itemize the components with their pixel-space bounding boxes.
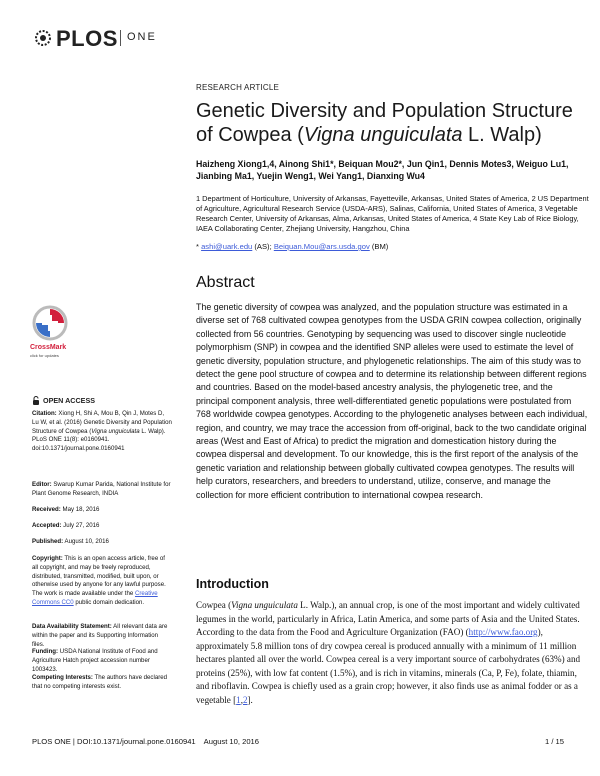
accepted-date: Accepted: July 27, 2016 <box>32 522 100 529</box>
page-footer: PLOS ONE | DOI:10.1371/journal.pone.0160941 August 10, 2016 <box>32 737 259 746</box>
citation-block: Citation: Xiong H, Shi A, Mou B, Qin J, Motes D, Lu W, et al. (2016) Genetic Diversity and Population Structure of Cowpea (Vigna unguiculata L. Walp). PLoS ONE 11(8): e0160941. doi:10.1371/journal.pone.0160941 <box>32 410 172 453</box>
data-availability-block: Data Availability Statement: All relevant data are within the paper and its Supporting Information files. <box>32 623 168 648</box>
fao-link[interactable]: http://www.fao.org <box>468 627 538 637</box>
editor-block: Editor: Swarup Kumar Parida, National Institute for Plant Genome Research, INDIA <box>32 481 171 497</box>
funding-block: Funding: USDA National Institute of Food and Agriculture Hatch project accession number 1003423. <box>32 648 158 673</box>
abstract-text: The genetic diversity of cowpea was analyzed, and the population structure was estimated in a diverse set of 768 cultivated cowpea genotypes from the USDA GRIN cowpea collection, originally collected from 56 countries. Genotyping by sequencing was used to discover single nucleotide polymorphism (SNP) in cowpea and the identified SNP alleles were used to estimate the level of genetic diversity, population structure, and phylogenetic relationships. The aim of this study was to detect the gene pool structure of cowpea and to determine its relationship between different regions and countries. Based on the model-based ancestry analysis, the phylogenetic tree, and the principal component analysis, three well-differentiated genetic populations were postulated from 768 worldwide cowpea genotypes. According to the phylogenetic analyses between each individual, region, and country, we may trace the accession from off-original, back to the two candidate original areas (West and East of Africa) to predict the migration and domestication history during the cowpea dispersal and development. To our knowledge, this is the first report of the analysis of the genetic variation and relationship between globally cultivated cowpea genotypes. The results will help curators, researchers, and breeders to understand, utilize, conserve, and manage the collection for more efficient contribution to international cowpea research. <box>196 302 588 500</box>
open-access-lock-icon <box>32 396 40 405</box>
plos-logo-icon <box>34 29 52 47</box>
reference-link-1[interactable]: 1 <box>236 694 241 705</box>
cc0-link[interactable]: Creative Commons CC0 <box>32 590 158 606</box>
author-list: Haizheng Xiong1,4, Ainong Shi1*, Beiquan Mou2*, Jun Qin1, Dennis Motes3, Weiguo Lu1, Jianbing Ma1, Yuejin Weng1, Wei Yang1, Dianxing Wu4 <box>196 159 569 181</box>
logo-divider <box>120 30 121 46</box>
article-title: Genetic Diversity and Population Structure of Cowpea (Vigna unguiculata L. Walp) <box>196 100 573 146</box>
affiliations: 1 Department of Horticulture, University of Arkansas, Fayetteville, Arkansas, United States of America, 2 US Department of Agriculture, Agricultural Research Service (USDA-ARS), Salinas, California, United States of America, 3 Vegetable Research Center, University of Arkansas, Alma, Arkansas, United States of America, 4 State Key Lab of Rice Biology, IAEA Collaborating Center, Zhejiang University, Hangzhou, China <box>196 194 589 233</box>
journal-name: ONE <box>127 31 157 43</box>
journal-logo-text: PLOS <box>56 26 118 51</box>
corresponding-emails: * ashi@uark.edu (AS); Beiquan.Mou@ars.usda.gov (BM) <box>196 242 389 251</box>
received-date: Received: May 18, 2016 <box>32 506 100 513</box>
reference-link-2[interactable]: 2 <box>242 694 248 705</box>
abstract-heading: Abstract <box>196 274 255 291</box>
copyright-block: Copyright: This is an open access article, free of all copyright, and may be freely reproduced, distributed, transmitted, modified, built upon, or otherwise used by anyone for any lawful purpose. The work is made available under the Creative Commons CC0 public domain dedication. <box>32 555 166 606</box>
article-type-label: RESEARCH ARTICLE <box>196 83 280 92</box>
email-link-as[interactable]: ashi@uark.edu <box>201 242 253 251</box>
introduction-text: Cowpea (Vigna unguiculata L. Walp.), an annual crop, is one of the most important and widely cultivated legumes in the world, particularly in Africa, Latin America, and some parts of Asia and the United States. According to the data from the Food and Agriculture Organization (FAO) (http://www.fao.org), approximately 5.8 million tons of dry cowpea cereal is produced annually with a minimum of 11 million hectares planted all over the world. Cowpea cereal is a very important source of carbohydrates (63%) and proteins (25%), with low fat content (1.5%), and is rich in vitamins, minerals (Ca, P, Fe), folate, thiamin, and riboflavin. Cowpea is chiefly used as a grain crop; however, it also finds use as animal fodder or as a vegetable [1,2]. <box>196 600 581 705</box>
crossmark-icon[interactable] <box>32 305 68 341</box>
page-number: 1 / 15 <box>545 737 564 746</box>
introduction-heading: Introduction <box>196 577 269 591</box>
crossmark-label[interactable]: CrossMark <box>30 344 67 351</box>
published-date: Published: August 10, 2016 <box>32 538 109 545</box>
crossmark-sublabel[interactable]: click for updates <box>30 353 59 358</box>
open-access-label: OPEN ACCESS <box>43 396 96 405</box>
email-link-bm[interactable]: Beiquan.Mou@ars.usda.gov <box>273 242 370 251</box>
competing-interests-block: Competing Interests: The authors have declared that no competing interests exist. <box>32 674 168 690</box>
